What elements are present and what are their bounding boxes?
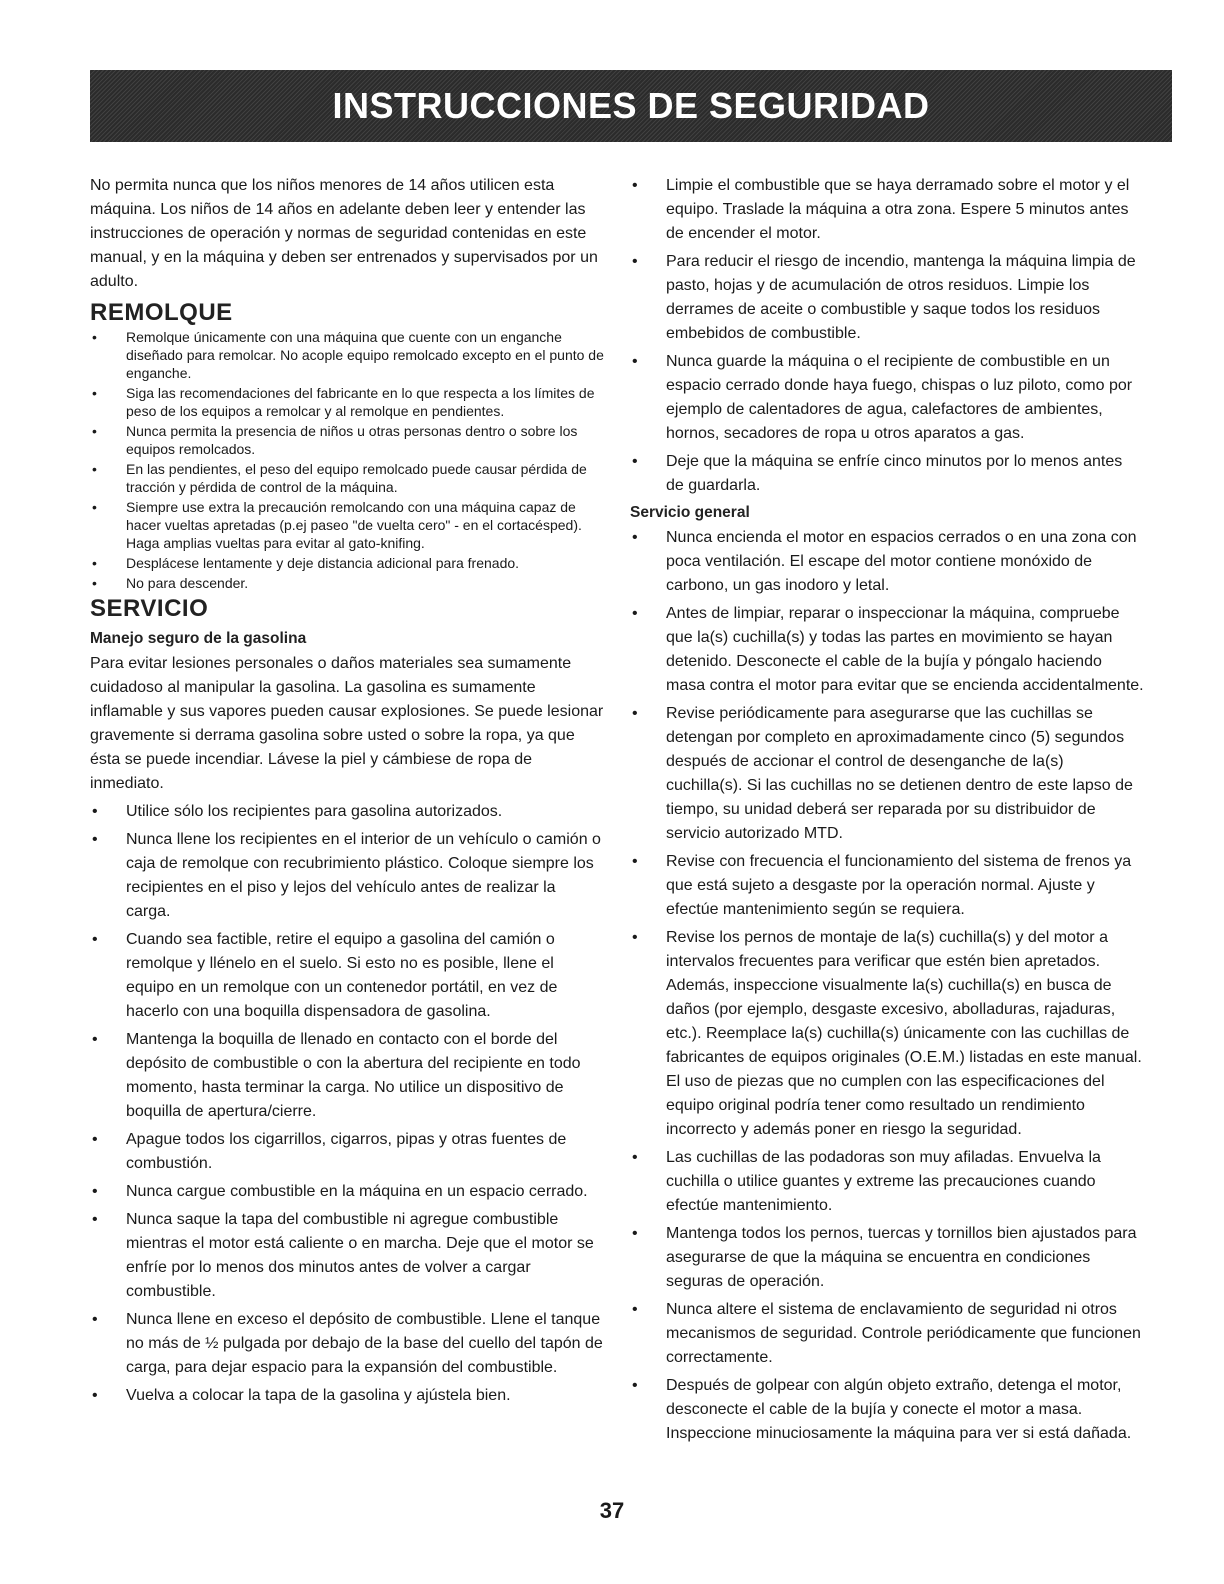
page-number: 37	[599, 1498, 625, 1523]
list-item: • Revise los pernos de montaje de la(s) cuchilla(s) y del motor a intervalos frecuentes para verificar que estén bien apretados. Además, inspeccione visualmente la(s) cuchilla(s) en busca de daños (por ejemplo, desgaste excesivo, abolladuras, rajaduras, etc.). Reemplace la(s) cuchilla(s) únicamente con las cuchillas de fabricantes de equipos originales (O.E.M.) listadas en este manual. El uso de piezas que no cumplen con las especificaciones del equipo original podría tener como resultado un rendimiento incorrecto y además poner en riesgo la seguridad.	[630, 926, 1144, 1142]
bullet-icon: •	[632, 253, 638, 270]
page-title: INSTRUCCIONES DE SEGURIDAD	[332, 85, 930, 126]
bullet-icon: •	[632, 1149, 638, 1166]
bullet-icon: •	[632, 705, 638, 722]
gasolina-subheading: Manejo seguro de la gasolina	[90, 630, 307, 647]
list-item: • Nunca saque la tapa del combustible ni agregue combustible mientras el motor está caliente o en marcha. Deje que el motor se enfríe por lo menos dos minutos antes de volver a cargar combustible.	[90, 1208, 604, 1304]
list-item: • Después de golpear con algún objeto extraño, detenga el motor, desconecte el cable de la bujía y conecte el motor a masa. Inspeccione minuciosamente la máquina para ver si está dañada.	[630, 1374, 1144, 1446]
list-item: • Nunca encienda el motor en espacios cerrados o en una zona con poca ventilación. El escape del motor contiene monóxido de carbono, un gas inodoro y letal.	[630, 526, 1144, 598]
bullet-icon: •	[92, 931, 98, 948]
bullet-icon: •	[92, 1387, 98, 1404]
list-item: • Desplácese lentamente y deje distancia adicional para frenado.	[92, 555, 520, 571]
bullet-icon: •	[92, 329, 97, 345]
bullet-icon: •	[632, 1301, 638, 1318]
list-item: • Mantenga todos los pernos, tuercas y tornillos bien ajustados para asegurarse de que la máquina se encuentra en condiciones seguras de operación.	[630, 1222, 1144, 1294]
bullet-icon: •	[632, 929, 638, 946]
bullet-icon: •	[92, 385, 97, 401]
gasolina-list	[90, 800, 604, 1408]
bullet-icon: •	[92, 555, 97, 571]
gasolina-list-continued	[630, 174, 1144, 498]
bullet-icon: •	[632, 353, 638, 370]
bullet-icon: •	[632, 1377, 638, 1394]
bullet-icon: •	[632, 853, 638, 870]
list-item: • Nunca altere el sistema de enclavamiento de seguridad ni otros mecanismos de seguridad. Controle periódicamente que funcionen correctamente.	[630, 1298, 1144, 1370]
servicio-heading: SERVICIO	[90, 595, 209, 622]
list-item: • Cuando sea factible, retire el equipo a gasolina del camión o remolque y llénelo en el suelo. Si esto no es posible, llene el equipo en un remolque con un contenedor portátil, en vez de hacerlo con una boquilla dispensadora de gasolina.	[90, 928, 604, 1024]
bullet-icon: •	[632, 1225, 638, 1242]
intro-paragraph: No permita nunca que los niños menores de 14 años utilicen esta máquina. Los niños de 14 años en adelante deben leer y entender las instrucciones de operación y normas de seguridad contenidas en este manual, y en la máquina y deben ser entrenados y supervisados por un adulto.	[90, 177, 598, 290]
remolque-heading: REMOLQUE	[90, 299, 233, 326]
list-item: • Siempre use extra la precaución remolcando con una máquina capaz de hacer vueltas apretadas (p.ej paseo "de vuelta cero" - en el cortacésped). Haga amplias vueltas para evitar al gato-knifing.	[92, 499, 582, 551]
list-item: • Apague todos los cigarrillos, cigarros, pipas y otras fuentes de combustión.	[90, 1128, 604, 1176]
list-item: • Siga las recomendaciones del fabricante en lo que respecta a los límites de peso de los equipos a remolcar y al remolque en pendientes.	[92, 385, 595, 419]
list-item: • Antes de limpiar, reparar o inspeccionar la máquina, compruebe que la(s) cuchilla(s) y todas las partes en movimiento se hayan detenido. Desconecte el cable de la bujía y póngalo haciendo masa contra el motor para evitar que se encienda accidentalmente.	[630, 602, 1144, 698]
remolque-list	[90, 328, 604, 592]
list-item: • Remolque únicamente con una máquina que cuente con un enganche diseñado para remolcar. No acople equipo remolcado excepto en el punto de enganche.	[92, 329, 604, 381]
list-item: • En las pendientes, el peso del equipo remolcado puede causar pérdida de tracción y pérdida de control de la máquina.	[92, 461, 587, 495]
list-item: • Nunca permita la presencia de niños u otras personas dentro o sobre los equipos remolcados.	[92, 423, 578, 457]
list-item: • Revise con frecuencia el funcionamiento del sistema de frenos ya que está sujeto a desgaste por la operación normal. Ajuste y efectúe mantenimiento según se requiera.	[630, 850, 1144, 922]
list-item: • Las cuchillas de las podadoras son muy afiladas. Envuelva la cuchilla o utilice guantes y extreme las precauciones cuando efectúe mantenimiento.	[630, 1146, 1144, 1218]
bullet-icon: •	[92, 831, 98, 848]
bullet-icon: •	[92, 1131, 98, 1148]
right-column	[630, 174, 1144, 1450]
list-item: • Limpie el combustible que se haya derramado sobre el motor y el equipo. Traslade la máquina a otra zona. Espere 5 minutos antes de encender el motor.	[630, 174, 1144, 246]
bullet-icon: •	[632, 605, 638, 622]
bullet-icon: •	[92, 1031, 98, 1048]
servicio-general-list	[630, 526, 1144, 1446]
list-item: • Vuelva a colocar la tapa de la gasolina y ajústela bien.	[90, 1384, 604, 1408]
bullet-icon: •	[92, 461, 97, 477]
title-banner	[90, 70, 1172, 142]
bullet-icon: •	[92, 1211, 98, 1228]
list-item: • Nunca llene en exceso el depósito de combustible. Llene el tanque no más de ½ pulgada por debajo de la base del cuello del tapón de carga, para dejar espacio para la expansión del combustible.	[90, 1308, 604, 1380]
bullet-icon: •	[92, 803, 98, 820]
list-item: • Nunca guarde la máquina o el recipiente de combustible en un espacio cerrado donde haya fuego, chispas o luz piloto, como por ejemplo de calentadores de agua, calefactores de ambientes, hornos, secadores de ropa u otros aparatos a gas.	[630, 350, 1144, 446]
bullet-icon: •	[92, 1183, 98, 1200]
bullet-icon: •	[632, 529, 638, 546]
bullet-icon: •	[632, 453, 638, 470]
list-item: • Nunca cargue combustible en la máquina en un espacio cerrado.	[90, 1180, 604, 1204]
bullet-icon: •	[92, 1311, 98, 1328]
bullet-icon: •	[92, 575, 97, 591]
list-item: • Nunca llene los recipientes en el interior de un vehículo o camión o caja de remolque con recubrimiento plástico. Coloque siempre los recipientes en el piso y lejos del vehículo antes de realizar la carga.	[90, 828, 604, 924]
gasolina-intro: Para evitar lesiones personales o daños materiales sea sumamente cuidadoso al manipular la gasolina. La gasolina es sumamente inflamable y sus vapores pueden causar explosiones. Se puede lesionar gravemente si derrama gasolina sobre usted o sobre la ropa, ya que ésta se puede incendiar. Lávese la piel y cámbiese de ropa de inmediato.	[90, 655, 604, 792]
servicio-general-subheading: Servicio general	[630, 504, 750, 521]
list-item: • Mantenga la boquilla de llenado en contacto con el borde del depósito de combustible o con la abertura del recipiente en todo momento, hasta terminar la carga. No utilice un dispositivo de boquilla de apertura/cierre.	[90, 1028, 604, 1124]
list-item: • Deje que la máquina se enfríe cinco minutos por lo menos antes de guardarla.	[630, 450, 1144, 498]
list-item: • Revise periódicamente para asegurarse que las cuchillas se detengan por completo en aproximadamente cinco (5) segundos después de accionar el control de desenganche de la(s) cuchilla(s). Si las cuchillas no se detienen dentro de este lapso de tiempo, su unidad deberá ser reparada por su distribuidor de servicio autorizado MTD.	[630, 702, 1144, 846]
list-item: • Utilice sólo los recipientes para gasolina autorizados.	[90, 800, 604, 824]
list-item: • Para reducir el riesgo de incendio, mantenga la máquina limpia de pasto, hojas y de acumulación de otros residuos. Limpie los derrames de aceite o combustible y saque todos los residuos embebidos de combustible.	[630, 250, 1144, 346]
bullet-icon: •	[632, 177, 638, 194]
bullet-icon: •	[92, 499, 97, 515]
left-column	[90, 174, 604, 1412]
bullet-icon: •	[92, 423, 97, 439]
list-item: • No para descender.	[92, 575, 249, 591]
